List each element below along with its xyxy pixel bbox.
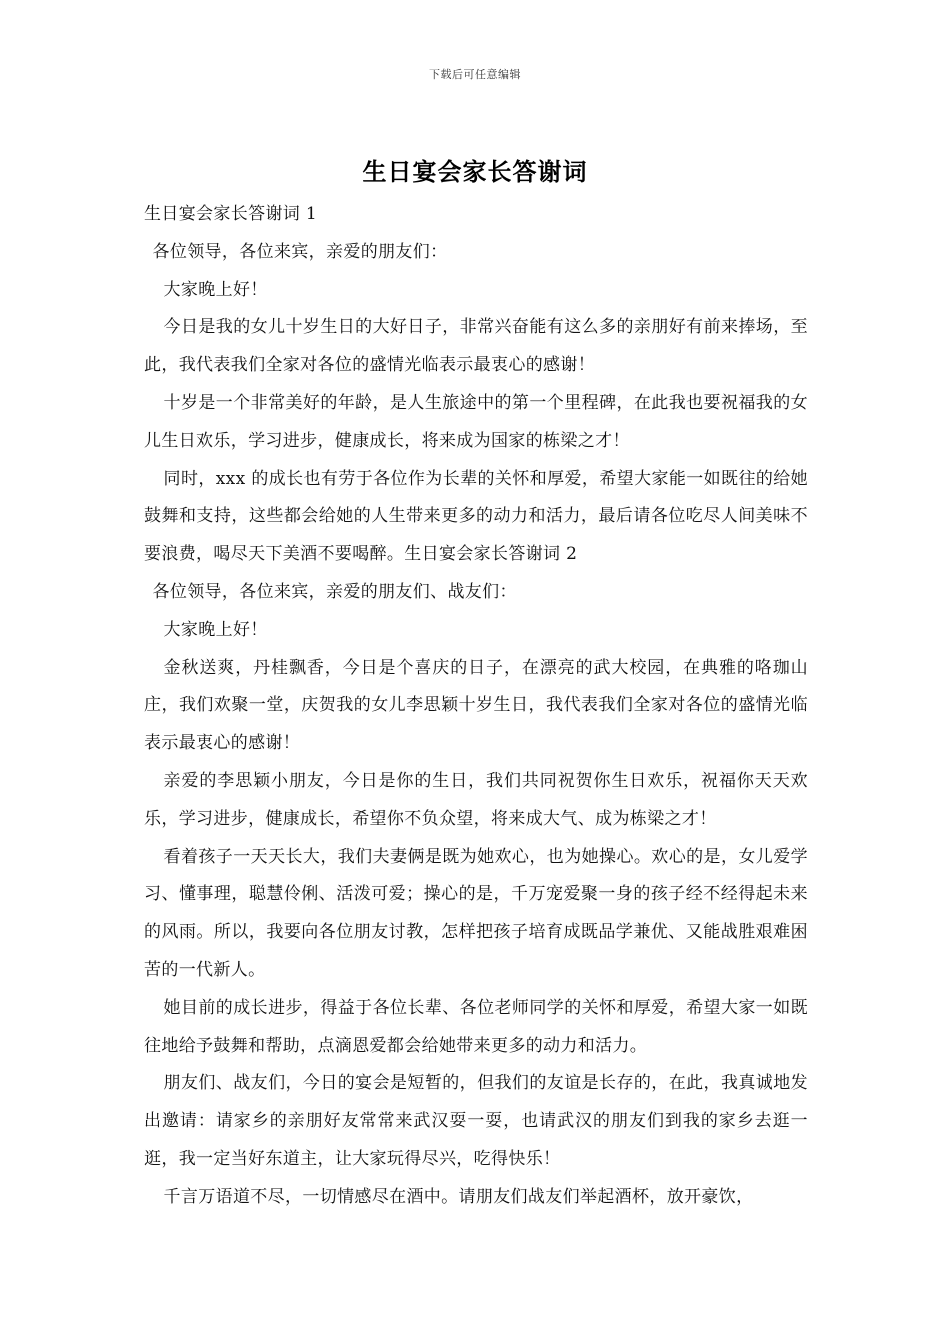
paragraph: 她目前的成长进步，得益于各位长辈、各位老师同学的关怀和厚爱，希望大家一如既往地给予鼓舞和帮助，点滴恩爱都会给她带来更多的动力和活力。 [144,997,808,1056]
paragraph: 朋友们、战友们，今日的宴会是短暂的，但我们的友谊是长存的，在此，我真诚地发出邀请：请家乡的亲朋好友常常来武汉耍一耍，也请武汉的朋友们到我的家乡去逛一逛，我一定当好东道主，让大家玩得尽兴，吃得快乐！ [144,1073,808,1169]
paragraph: 千言万语道不尽，一切情感尽在酒中。请朋友们战友们举起酒杯，放开豪饮， [163,1186,754,1207]
document-body [144,196,808,1217]
paragraph: 看着孩子一天天长大，我们夫妻俩是既为她欢心，也为她操心。欢心的是，女儿爱学习、懂事理，聪慧伶俐、活泼可爱；操心的是，千万宠爱聚一身的孩子经不经得起未来的风雨。所以，我要向各位朋友讨教，怎样把孩子培育成既品学兼优、又能战胜艰难困苦的一代新人。 [144,846,808,980]
paragraph: 今日是我的女儿十岁生日的大好日子，非常兴奋能有这么多的亲朋好有前来捧场，至此，我代表我们全家对各位的盛情光临表示最衷心的感谢！ [144,317,808,376]
page-header-note: 下载后可任意编辑 [429,68,521,81]
paragraph: 各位领导，各位来宾，亲爱的朋友们、战友们： [152,581,517,602]
document-title: 生日宴会家长答谢词 [362,157,588,186]
paragraph: 各位领导，各位来宾，亲爱的朋友们： [152,241,448,262]
paragraph: 大家晚上好！ [163,619,268,640]
paragraph: 同时，xxx 的成长也有劳于各位作为长辈的关怀和厚爱，希望大家能一如既往的给她鼓舞和支持，这些都会给她的人生带来更多的动力和活力，最后请各位吃尽人间美味不要浪费，喝尽天下美酒不要喝醉。生日宴会家长答谢词 2 [144,468,808,565]
paragraph: 金秋送爽，丹桂飘香，今日是个喜庆的日子，在漂亮的武大校园，在典雅的咯珈山庄，我们欢聚一堂，庆贺我的女儿李思颖十岁生日，我代表我们全家对各位的盛情光临表示最衷心的感谢！ [144,657,808,754]
paragraph: 生日宴会家长答谢词 1 [144,204,318,224]
paragraph: 大家晚上好！ [163,279,268,300]
paragraph: 亲爱的李思颖小朋友，今日是你的生日，我们共同祝贺你生日欢乐，祝福你天天欢乐，学习进步，健康成长，希望你不负众望，将来成大气、成为栋梁之才！ [144,770,808,829]
paragraph: 十岁是一个非常美好的年龄，是人生旅途中的第一个里程碑，在此我也要祝福我的女儿生日欢乐，学习进步，健康成长，将来成为国家的栋梁之才！ [144,392,808,451]
